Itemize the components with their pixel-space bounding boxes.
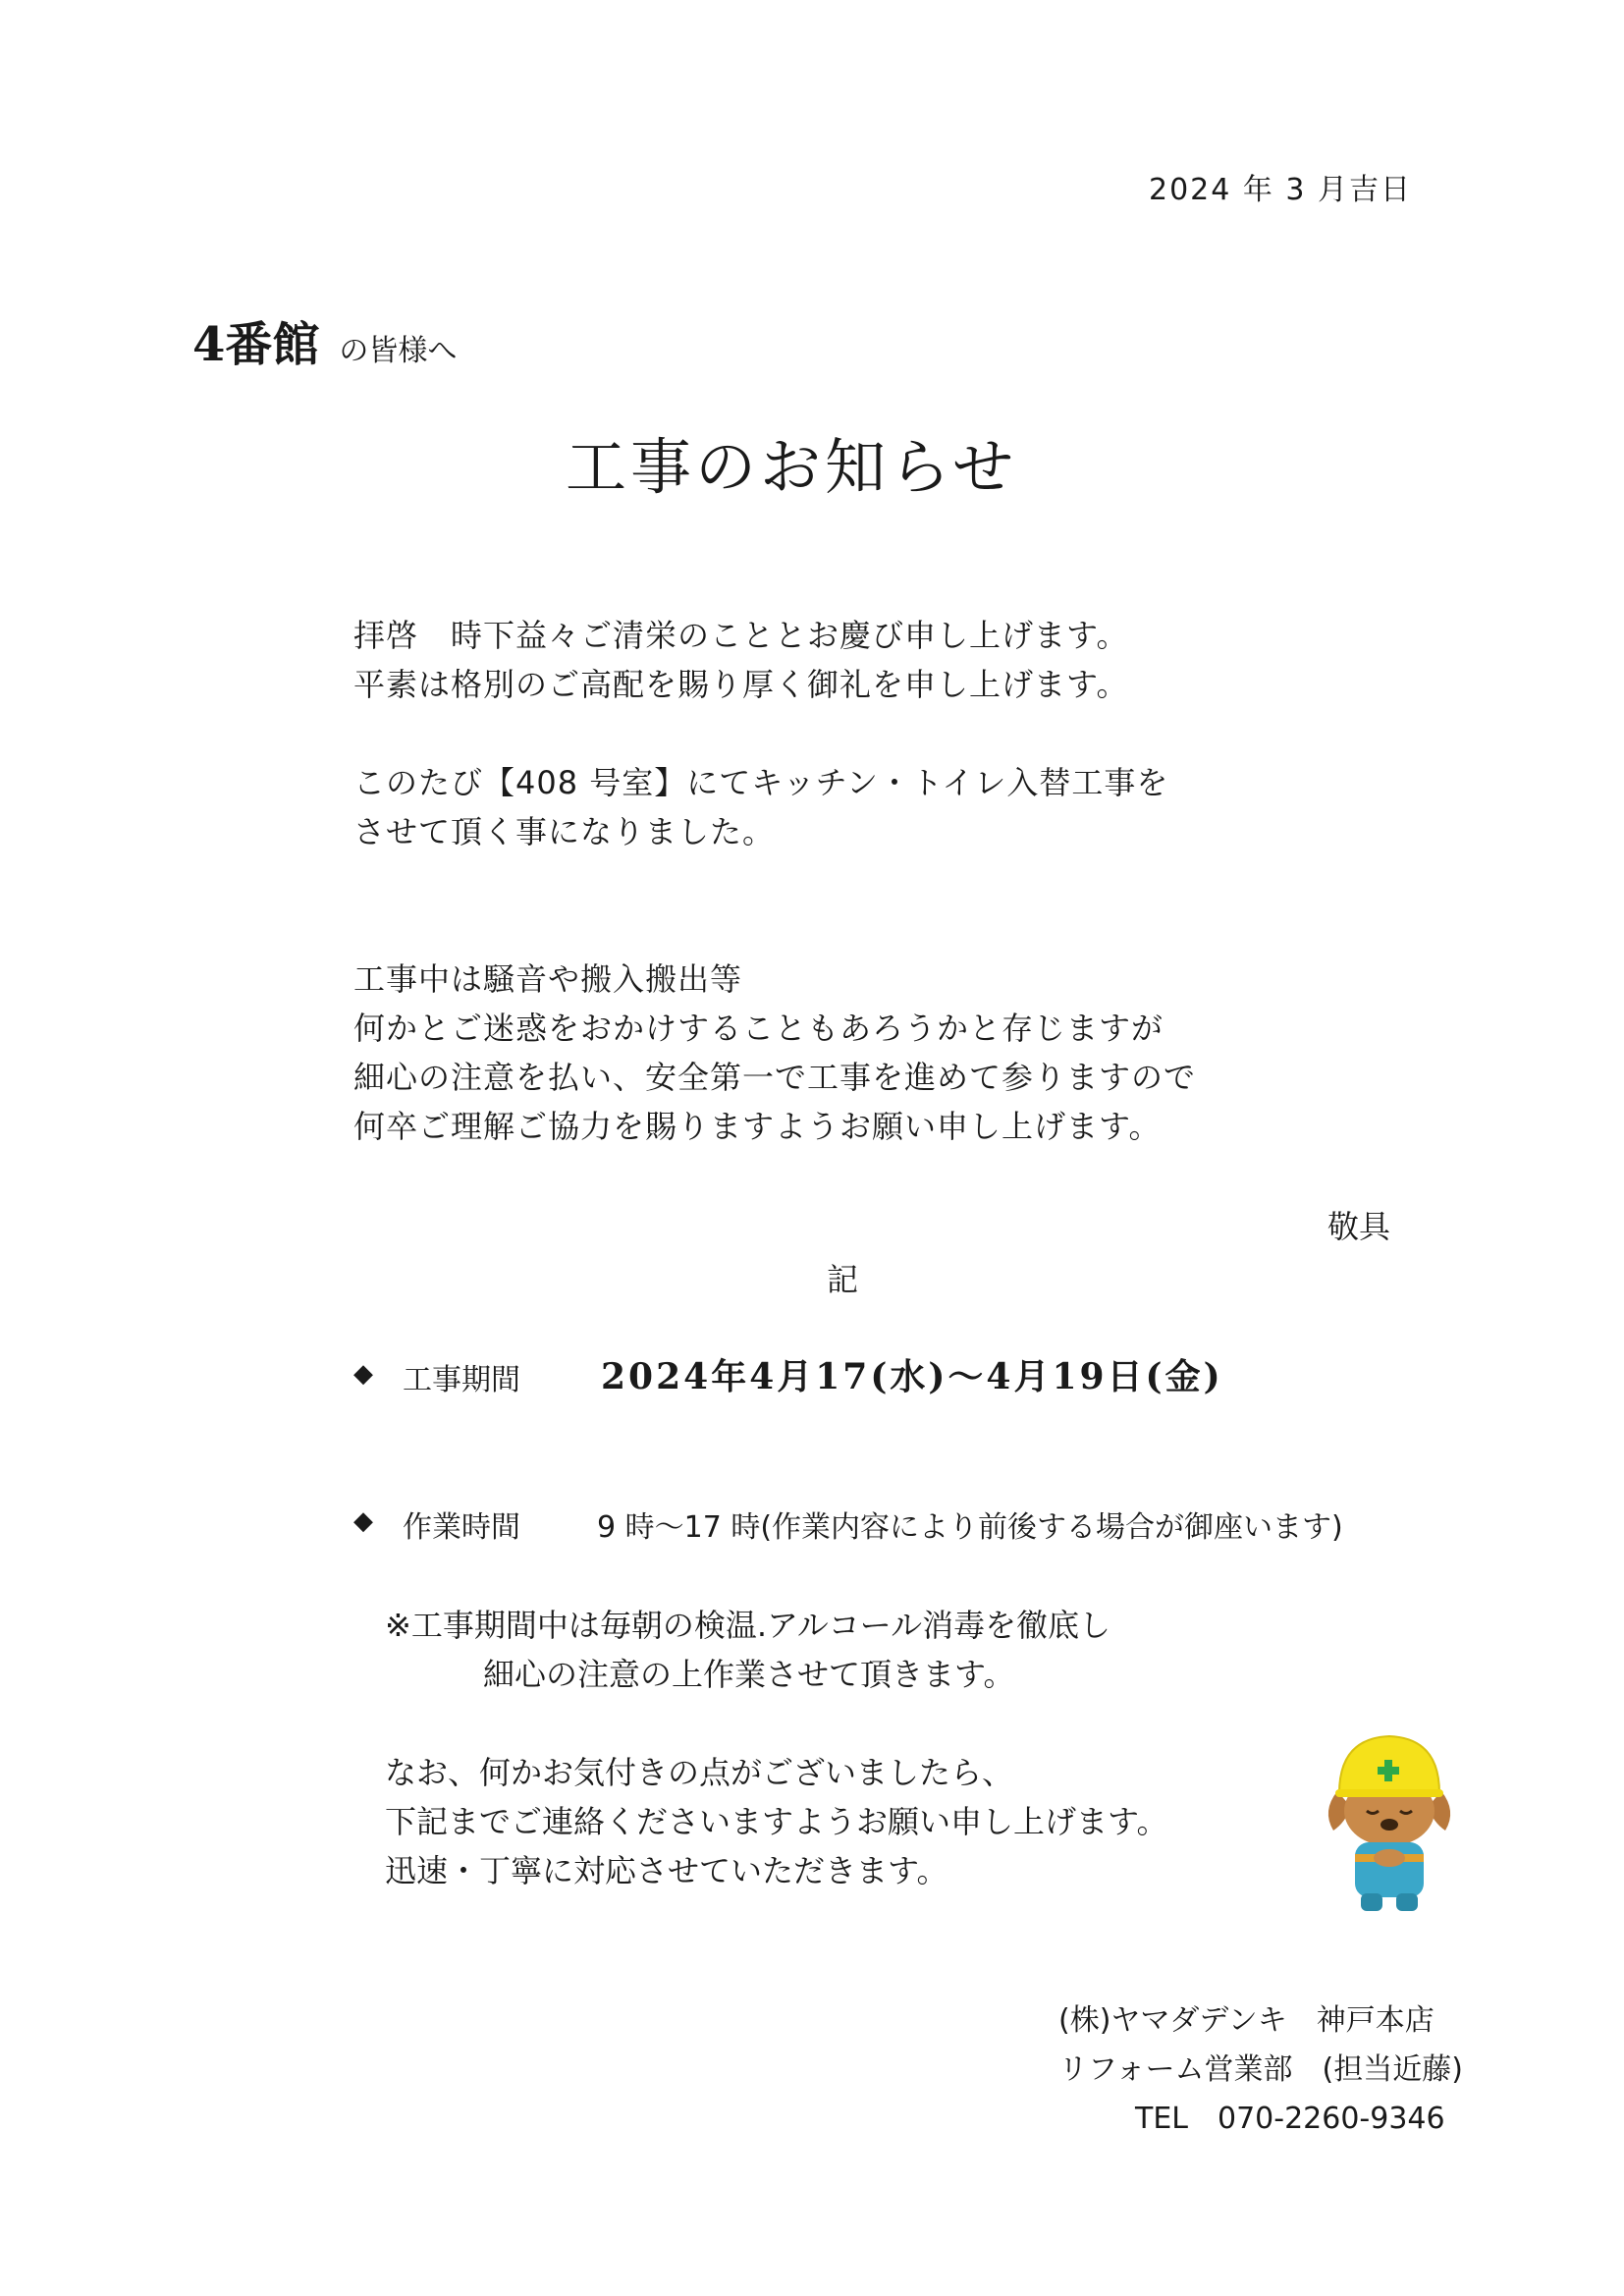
mascot-leg-left [1361, 1893, 1382, 1911]
addressee-suffix: の皆様へ [339, 334, 458, 368]
addressee-building: 4番館 [192, 317, 320, 372]
note-line: 細心の注意の上作業させて頂きます。 [483, 1656, 1015, 1693]
mascot-hands [1374, 1849, 1405, 1867]
request-line: 工事中は騒音や搬入搬出等 [353, 960, 743, 998]
request-line: 何かとご迷惑をおかけすることもあろうかと存じますが [353, 1010, 1164, 1047]
greeting-line: 平素は格別のご高配を賜り厚く御礼を申し上げます。 [353, 666, 1129, 703]
mascot-cross-h [1378, 1767, 1399, 1775]
request-line: 何卒ご理解ご協力を賜りますようお願い申し上げます。 [353, 1108, 1162, 1145]
mascot-nose [1380, 1819, 1398, 1831]
period-value: 2024年4月17(水)～4月19日(金) [601, 1356, 1223, 1397]
document-title: 工事のお知らせ [566, 431, 1018, 503]
diamond-bullet-icon: ◆ [353, 1506, 373, 1536]
signature-phone: TEL 070-2260-9346 [1135, 2102, 1445, 2136]
closing-keigu: 敬具 [1327, 1208, 1391, 1245]
signature-company: (株)ヤマダデンキ 神戸本店 [1058, 2003, 1435, 2038]
period-label: 工事期間 [403, 1363, 520, 1397]
signature-department: リフォーム営業部 (担当近藤) [1058, 2052, 1463, 2087]
contact-request-line: 下記までご連絡くださいますようお願い申し上げます。 [385, 1803, 1168, 1840]
mascot-leg-right [1396, 1893, 1418, 1911]
intro-line: このたび【408 号室】にてキッチン・トイレ入替工事を [353, 764, 1169, 801]
mascot-worker-icon [1316, 1721, 1463, 1917]
greeting-line: 拝啓 時下益々ご清栄のこととお慶び申し上げます。 [353, 617, 1129, 654]
hours-label: 作業時間 [403, 1510, 520, 1545]
note-line: ※工事期間中は毎朝の検温.アルコール消毒を徹底し [385, 1607, 1111, 1644]
ki-heading: 記 [827, 1261, 859, 1298]
contact-request-line: 迅速・丁寧に対応させていただきます。 [385, 1852, 948, 1889]
contact-request-line: なお、何かお気付きの点がございましたら、 [385, 1754, 1014, 1791]
hours-value: 9 時～17 時(作業内容により前後する場合が御座います) [597, 1510, 1343, 1545]
intro-line: させて頂く事になりました。 [353, 813, 776, 850]
addressee [192, 306, 457, 374]
document-date: 2024 年 3 月吉日 [1149, 173, 1413, 207]
mascot-helmet-brim [1335, 1789, 1443, 1797]
request-line: 細心の注意を払い、安全第一で工事を進めて参りますので [353, 1059, 1197, 1096]
diamond-bullet-icon: ◆ [353, 1359, 373, 1389]
